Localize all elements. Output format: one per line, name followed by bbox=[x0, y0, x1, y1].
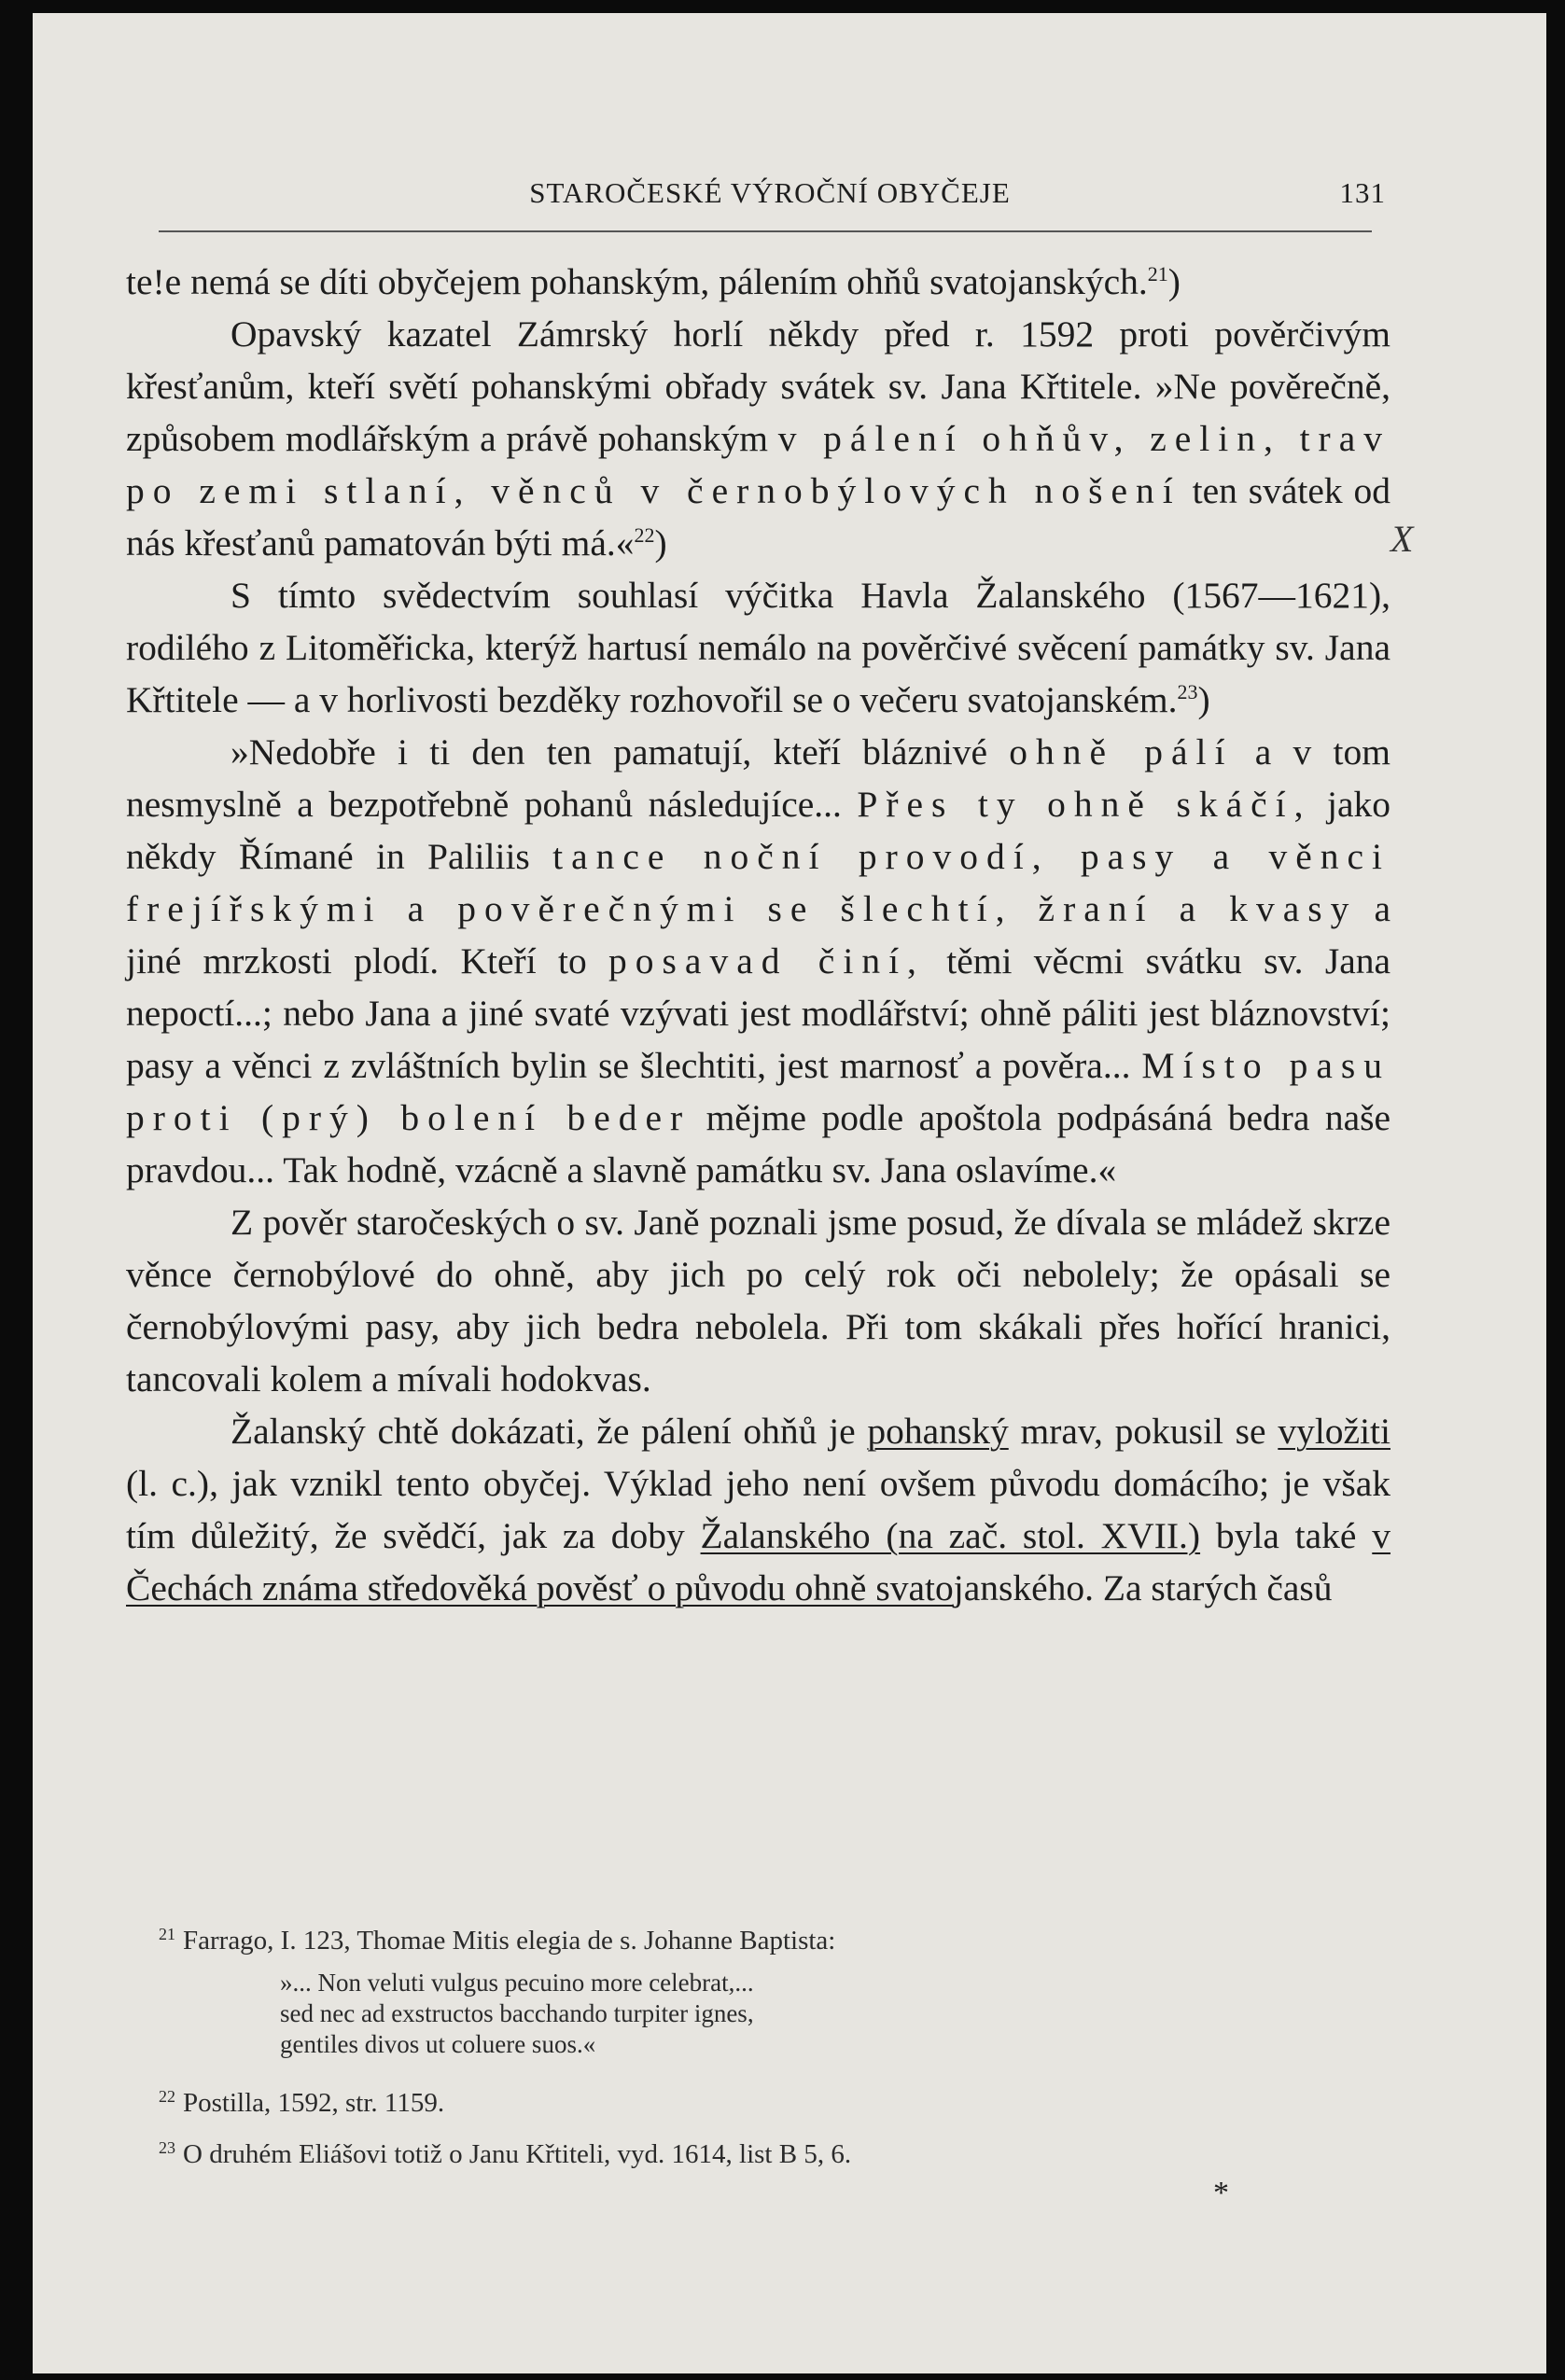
running-header bbox=[154, 176, 1386, 210]
footnote-22: $^{22}$ Postilla, 1592, str. 1159. bbox=[159, 2087, 445, 2118]
pencil-underline: v Čechách známa středověká pověsť o původu ohně svato bbox=[126, 1515, 1391, 1608]
paragraph-3: S tímto svědectvím souhlasí výčitka Havla Žalanského (1567—1621), rodilého z Litoměřicka, kterýž hartusí nemálo na pověrčivé svěcení památky sv. Jana Křtitele — a v horlivosti bezděky rozhovořil se o večeru svatojanském.$^{23}$) bbox=[126, 575, 1390, 720]
pencil-underline: vyložiti bbox=[1278, 1411, 1390, 1452]
pencil-underline: pohanský bbox=[867, 1411, 1009, 1452]
footnote-ref-21[interactable]: 21 bbox=[1147, 262, 1168, 285]
footnotes bbox=[159, 1916, 1372, 2181]
footnote-21: $^{21}$ Farrago, I. 123, Thomae Mitis elegia de s. Johanne Baptista: »... Non veluti vulgus pecuino more celebrat,... sed nec ad exstructos bacchando turpiter ignes, gentiles divos ut coluere suos.« bbox=[159, 1916, 1372, 2060]
header-rule bbox=[159, 230, 1372, 232]
main-text bbox=[126, 256, 1390, 1614]
signature-mark: * bbox=[1213, 2176, 1229, 2210]
paragraph-2: Opavský kazatel Zámrský horlí někdy před r. 1592 proti pověrčivým křesťanům, kteří světí pohanskými obřady svátek sv. Jana Křtitele. »Ne pověrečně, způsobem modlářským a právě pohanským v pálení ohňův, zelin, trav po zemi stlaní, věnců v černobýlových nošení ten svátek od nás křesťanů pamatován býti má.«$^{22}$) bbox=[126, 313, 1390, 564]
margin-pencil-mark: X bbox=[1390, 518, 1414, 560]
footnote-21-quote: »... Non veluti vulgus pecuino more celebrat,... sed nec ad exstructos bacchando turpiter ignes, gentiles divos ut coluere suos.« bbox=[280, 1969, 754, 2058]
paragraph-1: te!e nemá se díti obyčejem pohanským, pálením ohňů svatojanských.$^{21}$) bbox=[126, 261, 1181, 302]
paragraph-6: Žalanský chtě dokázati, že pálení ohňů je pohanský mrav, pokusil se vyložiti (l. c.), jak vznikl tento obyčej. Výklad jeho není ovšem původu domácího; je však tím důležitý, že svědčí, jak za doby Žalanského (na zač. stol. XVII.) byla také v Čechách známa středověká pověsť o původu ohně svatojanského. Za starých časů bbox=[126, 1411, 1391, 1608]
footnote-ref-23[interactable]: 23 bbox=[1177, 680, 1198, 703]
footnote-23: $^{23}$ O druhém Eliášovi totiž o Janu Křtiteli, vyd. 1614, list B 5, 6. bbox=[159, 2138, 852, 2169]
paragraph-5: Z pověr staročeských o sv. Janě poznali jsme posud, že dívala se mládež skrze věnce černobýlové do ohně, aby jich po celý rok oči nebolely; že opásali se černobýlovými pasy, aby jich bedra nebolela. Při tom skákali přes hořící hranici, tancovali kolem a mívali hodokvas. bbox=[126, 1202, 1390, 1399]
pencil-underline: Žalanského (na zač. stol. XVII.) bbox=[700, 1515, 1201, 1556]
paragraph-4-quote: »Nedobře i ti den ten pamatují, kteří bláznivé ohně pálí a v tom nesmyslně a bezpotřebně pohanů následujíce... Přes ty ohně skáčí, jako někdy Římané in Paliliis tance noční provodí, pasy a věnci frejířskými a pověrečnými se šlechtí, žraní a kvasy a jiné mrzkosti plodí. Kteří to posavad činí, těmi věcmi svátku sv. Jana nepoctí...; nebo Jana a jiné svaté vzývati jest modlářství; ohně páliti jest bláznovství; pasy a věnci z zvláštních bylin se šlechtiti, jest marnosť a pověra... Místo pasu proti (prý) bolení beder mějme podle apoštola podpásáná bedra naše pravdou... Tak hodně, vzácně a slavně památku sv. Jana oslavíme.« bbox=[126, 731, 1391, 1190]
footnote-ref-22[interactable]: 22 bbox=[634, 523, 655, 547]
page-number: 131 bbox=[1339, 176, 1386, 209]
book-page bbox=[33, 13, 1546, 2373]
running-title: STAROČESKÉ VÝROČNÍ OBYČEJE bbox=[529, 176, 1011, 209]
